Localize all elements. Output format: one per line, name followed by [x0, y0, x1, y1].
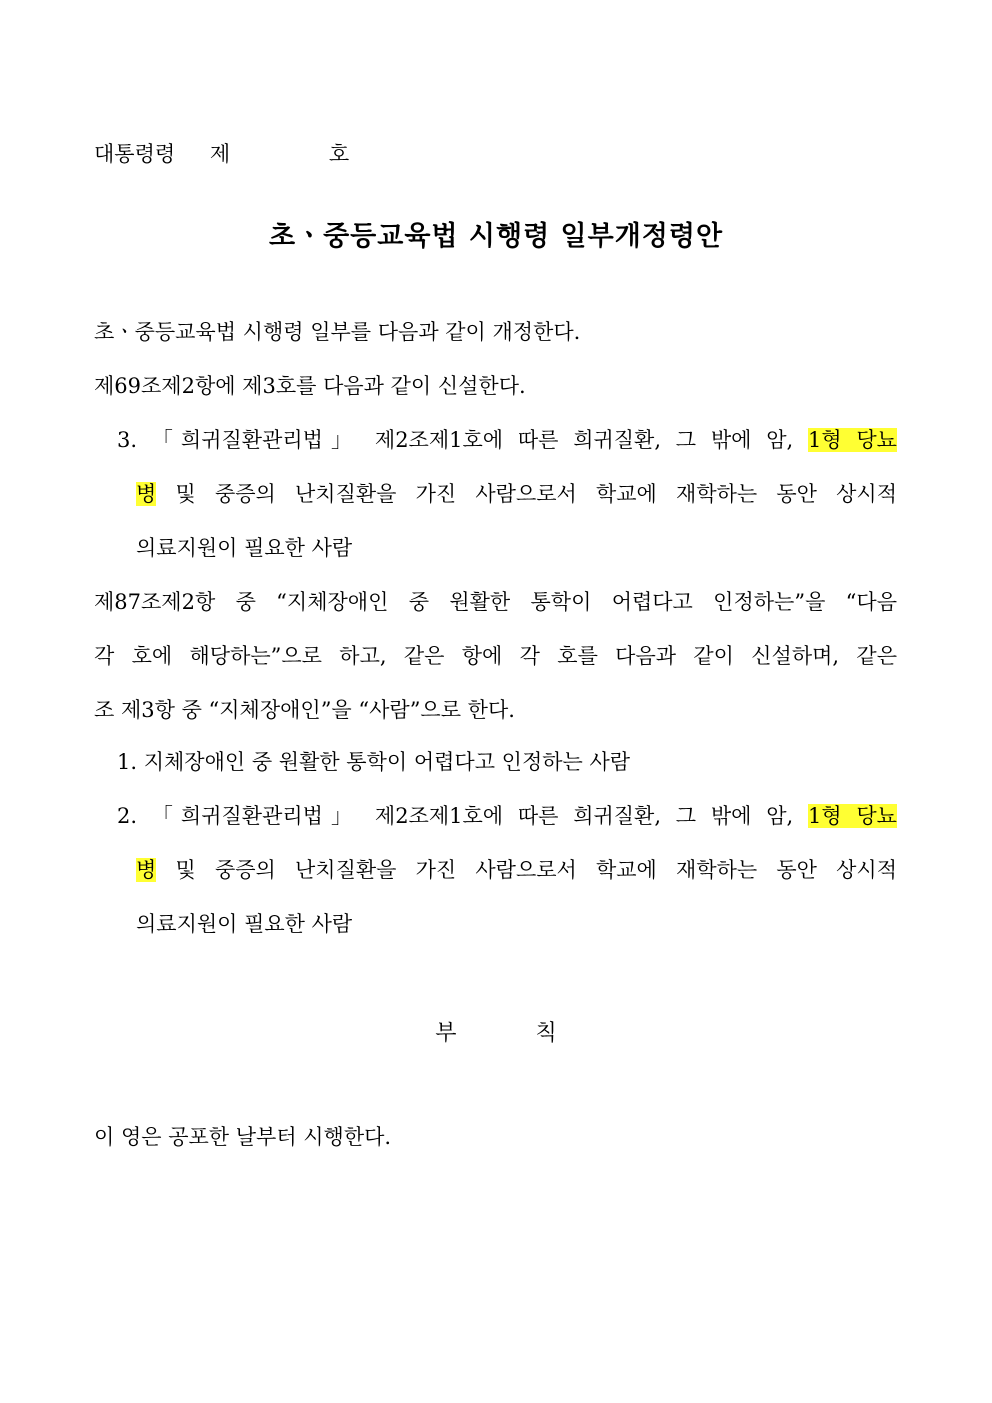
document-title: 초ㆍ중등교육법 시행령 일부개정령안	[268, 221, 724, 252]
article-69-paragraph: 제69조제2항에 제3호를 다음과 같이 신설한다.	[94, 374, 526, 398]
supplementary-heading	[0, 1016, 992, 1047]
article-87-line-2: 각 호에 해당하는”으로 하고, 같은 항에 각 호를 다음과 같이 신설하며, 같은	[94, 644, 897, 668]
item-2-text: 및 중증의 난치질환을 가진 사람으로서 학교에 재학하는 동안 상시적	[175, 858, 897, 882]
item-3-text: 및 중증의 난치질환을 가진 사람으로서 학교에 재학하는 동안 상시적	[175, 482, 897, 506]
item-3-text: 3. 「희귀질환관리법」 제2조제1호에 따른 희귀질환, 그 밖에 암,	[117, 428, 794, 452]
supplementary-heading-char-1: 부	[435, 1021, 457, 1046]
article-87-line-1: 제87조제2항 중 “지체장애인 중 원활한 통학이 어렵다고 인정하는”을 “다음	[94, 590, 897, 614]
decree-ho: 호	[328, 142, 350, 166]
item-2-line-3: 의료지원이 필요한 사람	[136, 912, 353, 936]
article-87-line-3: 조 제3항 중 “지체장애인”을 “사람”으로 한다.	[94, 698, 515, 722]
item-3-line-1	[117, 426, 897, 454]
highlighted-text: 1형 당뇨	[807, 804, 897, 828]
item-2-line-1	[117, 802, 897, 830]
item-2-line-2	[136, 856, 897, 884]
supplementary-heading-char-2: 칙	[535, 1021, 557, 1046]
highlighted-text: 1형 당뇨	[807, 428, 897, 452]
item-3-line-2	[136, 480, 897, 508]
supplementary-text: 이 영은 공포한 날부터 시행한다.	[94, 1125, 392, 1149]
highlighted-text: 병	[136, 482, 157, 506]
decree-je: 제	[209, 142, 231, 166]
intro-paragraph: 초ㆍ중등교육법 시행령 일부를 다음과 같이 개정한다.	[94, 320, 581, 344]
item-3-line-3: 의료지원이 필요한 사람	[136, 536, 353, 560]
highlighted-text: 병	[136, 858, 157, 882]
decree-number-line	[94, 140, 897, 168]
item-1-line: 1. 지체장애인 중 원활한 통학이 어렵다고 인정하는 사람	[117, 750, 631, 774]
decree-label: 대통령령	[94, 142, 176, 166]
item-2-text: 2. 「희귀질환관리법」 제2조제1호에 따른 희귀질환, 그 밖에 암,	[117, 804, 794, 828]
